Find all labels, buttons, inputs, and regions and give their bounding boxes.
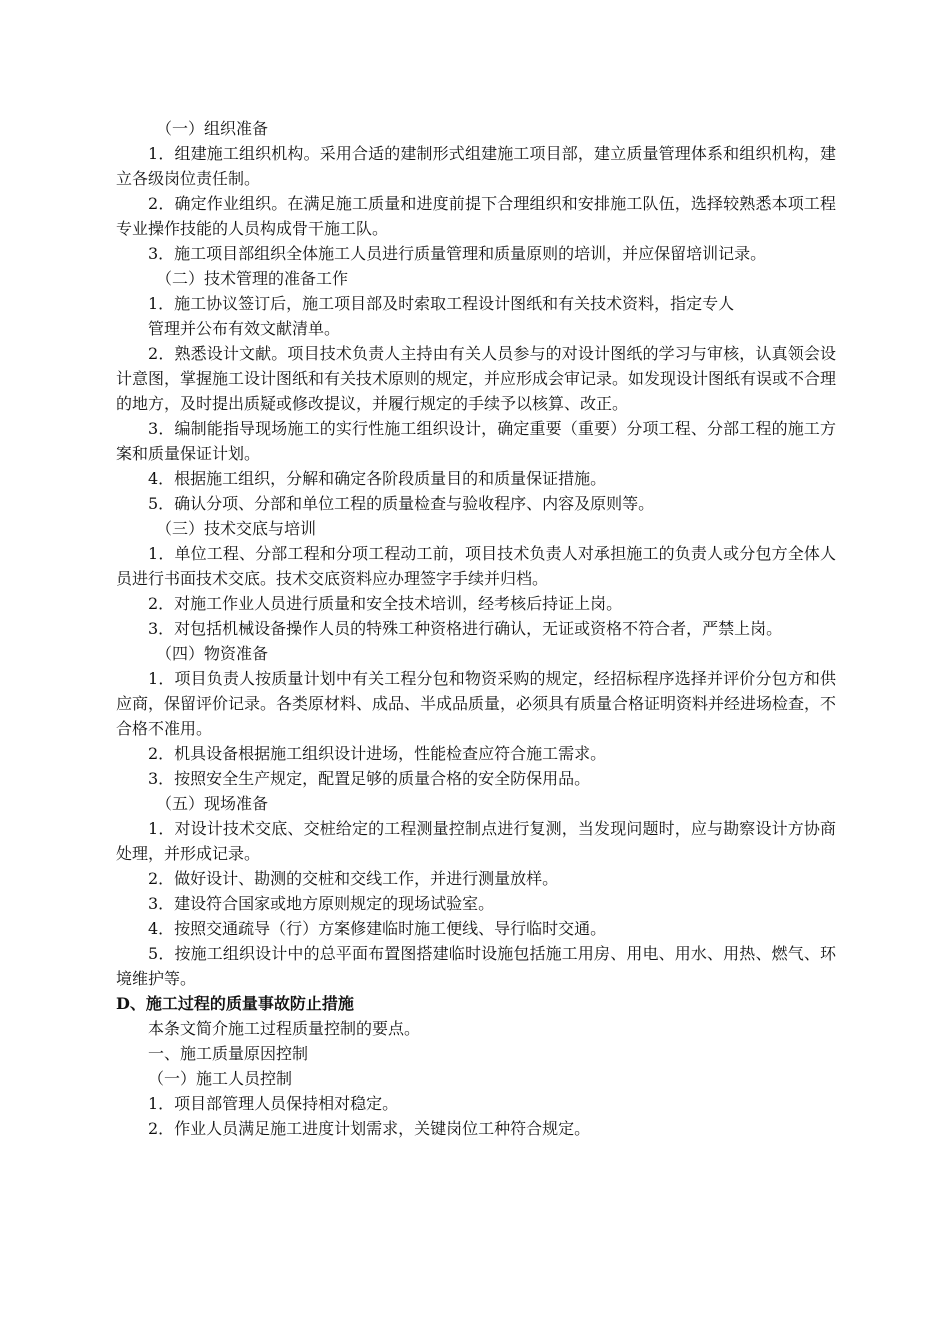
paragraph: 1．单位工程、分部工程和分项工程动工前，项目技术负责人对承担施工的负责人或分包方全体人员进行书面技术交底。技术交底资料应办理签字手续并归档。: [116, 544, 836, 588]
paragraph: 2．熟悉设计文献。项目技术负责人主持由有关人员参与的对设计图纸的学习与审核，认真领会设计意图，掌握施工设计图纸和有关技术原则的规定，并应形成会审记录。如发现设计图纸有误或不合理的地方，及时提出质疑或修改提议，并履行规定的手续予以核算、改正。: [116, 344, 837, 413]
subsection-heading-personnel: （一）施工人员控制: [148, 1069, 293, 1088]
paragraph: 4．按照交通疏导（行）方案修建临时施工便线、导行临时交通。: [148, 919, 607, 938]
subsection-heading-organization: （一）组织准备: [156, 119, 269, 138]
paragraph: 2．作业人员满足施工进度计划需求，关键岗位工种符合规定。: [148, 1119, 591, 1138]
paragraph: 3．按照安全生产规定，配置足够的质量合格的安全防保用品。: [148, 769, 591, 788]
paragraph: 管理并公布有效文献清单。: [148, 319, 341, 338]
subsection-heading-site: （五）现场准备: [156, 794, 269, 813]
document-page: [116, 116, 836, 1141]
paragraph: 2．对施工作业人员进行质量和安全技术培训，经考核后持证上岗。: [148, 594, 623, 613]
paragraph: 2．机具设备根据施工组织设计进场，性能检查应符合施工需求。: [148, 744, 607, 763]
paragraph: 1．项目部管理人员保持相对稳定。: [148, 1094, 399, 1113]
paragraph: 一、施工质量原因控制: [148, 1044, 309, 1063]
paragraph: 2．确定作业组织。在满足施工质量和进度前提下合理组织和安排施工队伍，选择较熟悉本项工程专业操作技能的人员构成骨干施工队。: [116, 194, 836, 238]
paragraph: 2．做好设计、勘测的交桩和交线工作，并进行测量放样。: [148, 869, 559, 888]
section-heading: D、施工过程的质量事故防止措施: [116, 994, 354, 1013]
paragraph: 3．编制能指导现场施工的实行性施工组织设计，确定重要（重要）分项工程、分部工程的施工方案和质量保证计划。: [116, 419, 836, 463]
paragraph: 1．项目负责人按质量计划中有关工程分包和物资采购的规定，经招标程序选择并评价分包方和供应商，保留评价记录。各类原材料、成品、半成品质量，必须具有质量合格证明资料并经进场检查，不合格不准用。: [116, 669, 837, 738]
paragraph: 本条文简介施工过程质量控制的要点。: [148, 1019, 421, 1038]
subsection-heading-materials: （四）物资准备: [156, 644, 269, 663]
paragraph: 3．施工项目部组织全体施工人员进行质量管理和质量原则的培训，并应保留培训记录。: [148, 244, 767, 263]
paragraph: 3．建设符合国家或地方原则规定的现场试验室。: [148, 894, 495, 913]
paragraph: 1．对设计技术交底、交桩给定的工程测量控制点进行复测，当发现问题时，应与勘察设计方协商处理，并形成记录。: [116, 819, 836, 863]
subsection-heading-technical-management: （二）技术管理的准备工作: [156, 269, 349, 288]
paragraph: 4．根据施工组织，分解和确定各阶段质量目的和质量保证措施。: [148, 469, 607, 488]
subsection-heading-technical-briefing: （三）技术交底与培训: [156, 519, 317, 538]
paragraph: 1．施工协议签订后，施工项目部及时索取工程设计图纸和有关技术资料，指定专人: [148, 294, 735, 313]
paragraph: 5．按施工组织设计中的总平面布置图搭建临时设施包括施工用房、用电、用水、用热、燃气、环境维护等。: [116, 944, 836, 988]
paragraph: 5．确认分项、分部和单位工程的质量检查与验收程序、内容及原则等。: [148, 494, 655, 513]
paragraph: 1．组建施工组织机构。采用合适的建制形式组建施工项目部，建立质量管理体系和组织机构，建立各级岗位责任制。: [116, 144, 836, 188]
paragraph: 3．对包括机械设备操作人员的特殊工种资格进行确认，无证或资格不符合者，严禁上岗。: [148, 619, 783, 638]
